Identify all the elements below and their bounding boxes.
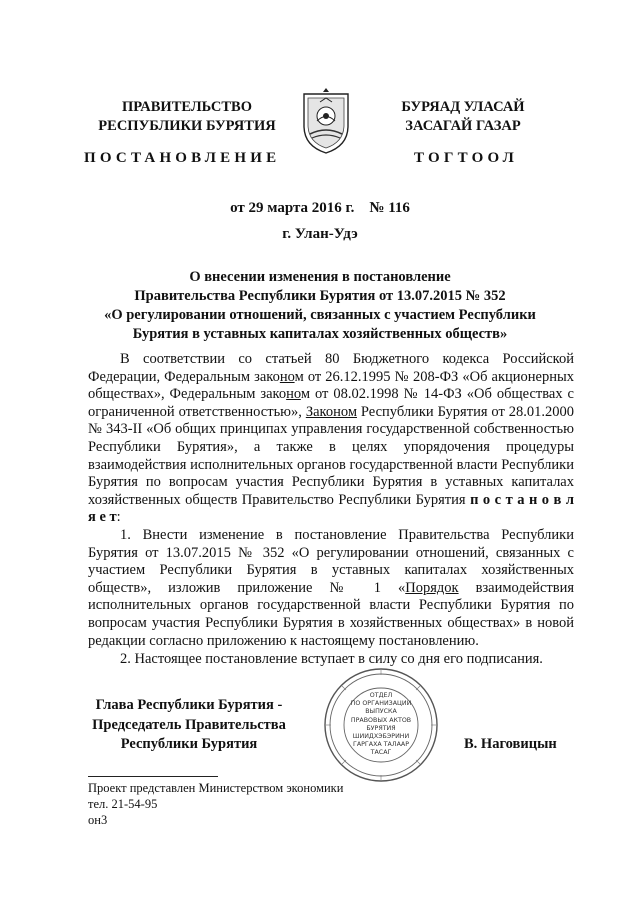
stamp-line7: ГАРГАХА ТАЛААР xyxy=(352,741,410,749)
org-name-buryat-line1: БУРЯАД УЛАСАЙ xyxy=(401,99,525,115)
preamble-underline-2: но xyxy=(286,386,301,403)
stamp-line2: ПО ОРГАНИЗАЦИИ xyxy=(350,700,412,708)
title-line1: О внесении изменения в постановление xyxy=(189,269,451,285)
org-name-buryat-line2: ЗАСАГАЙ ГАЗАР xyxy=(405,118,521,134)
stamp-line8: ТАСАГ xyxy=(370,749,392,757)
doc-type-russian: ПОСТАНОВЛЕНИЕ xyxy=(84,150,281,166)
coat-of-arms-icon xyxy=(296,88,356,156)
preamble-colon: : xyxy=(116,509,121,526)
footer-line1: Проект представлен Министерством экономики xyxy=(88,781,344,795)
org-name-buryat xyxy=(372,98,554,136)
doc-type-buryat: ТОГТООЛ xyxy=(414,150,518,166)
signature-line2: Председатель Правительства xyxy=(92,716,286,733)
signatory-name: В. Наговицын xyxy=(464,736,557,752)
org-name-line1: ПРАВИТЕЛЬСТВО xyxy=(122,99,252,115)
document-title xyxy=(60,268,580,344)
title-line2: Правительства Республики Бурятия от 13.07.2015 № 352 xyxy=(134,288,506,304)
law-link[interactable]: Законом xyxy=(305,403,357,420)
stamp-line4: ПРАВОВЫХ АКТОВ xyxy=(350,716,412,724)
date-number: от 29 марта 2016 г. № 116 xyxy=(230,200,410,216)
decree-word: п о с т а н о в л я е т xyxy=(88,491,574,526)
item-1-text-b: взаимодействия исполнительных органов государственной власти Республики Бурятия по вопросам участия Республики Бурятия в хозяйственных обществах» в новой редакции согласно приложению к настоящему постановлению. xyxy=(88,579,574,649)
signature-block xyxy=(84,696,294,755)
preamble-paragraph xyxy=(88,351,574,527)
stamp-line6: ШИИДХЭБЭРИНИ xyxy=(352,733,410,741)
preamble-text-2: м от 26.12.1995 № 208-ФЗ «Об акционерных обществах», Федеральным зако xyxy=(88,368,574,403)
org-name-russian xyxy=(92,98,282,136)
preamble-text-4: Республики Бурятия от 28.01.2000 № 343-II «Об общих принципах управления государственной собственностью Республики Бурятия», а также в целях упорядочения процедуры взаимодействия исполнительных органов государственной власти Республики Бурятия по вопросам участия Республики Бурятия в уставных капиталах хозяйственных обществ Правительство Республики Бурятия xyxy=(88,403,574,508)
item-1-paragraph xyxy=(88,527,574,650)
title-line3: «О регулировании отношений, связанных с участием Республики xyxy=(104,307,536,323)
org-name-line2: РЕСПУБЛИКИ БУРЯТИЯ xyxy=(98,118,276,134)
preamble-underline-1: но xyxy=(279,368,295,385)
official-stamp xyxy=(322,666,440,784)
stamp-text xyxy=(344,692,418,758)
footer-notes xyxy=(88,780,448,828)
footer-line2: тел. 21-54-95 xyxy=(88,797,158,811)
preamble-text-1: В соответствии со статьей 80 Бюджетного кодекса Российской Федерации, Федеральным зако xyxy=(88,351,574,385)
stamp-line3: ВЫПУСКА xyxy=(365,708,397,716)
stamp-line5: БУРЯТИЯ xyxy=(366,724,396,732)
footer-line3: он3 xyxy=(88,813,108,827)
signature-line1: Глава Республики Бурятия - xyxy=(95,697,283,713)
item-1-text-a: 1. Внести изменение в постановление Правительства Республики Бурятия от 13.07.2015 № 352 «О регулировании отношений, связанных с участием Республики Бурятия в уставных капиталах хозяйственных обществ», изложив приложение № 1 « xyxy=(88,527,574,596)
preamble-text-3: м от 08.02.1998 № 14-ФЗ «Об обществах с ограниченной ответственностью», xyxy=(88,386,574,420)
title-line4: Бурятия в уставных капиталах хозяйственных обществ» xyxy=(132,326,508,342)
item-2-paragraph: 2. Настоящее постановление вступает в силу со дня его подписания. xyxy=(120,651,543,667)
stamp-line1: ОТДЕЛ xyxy=(369,692,393,699)
footer-divider xyxy=(88,776,218,777)
signature-line3: Республики Бурятия xyxy=(120,736,258,752)
order-link[interactable]: Порядок xyxy=(405,579,459,596)
city: г. Улан-Удэ xyxy=(282,226,358,242)
